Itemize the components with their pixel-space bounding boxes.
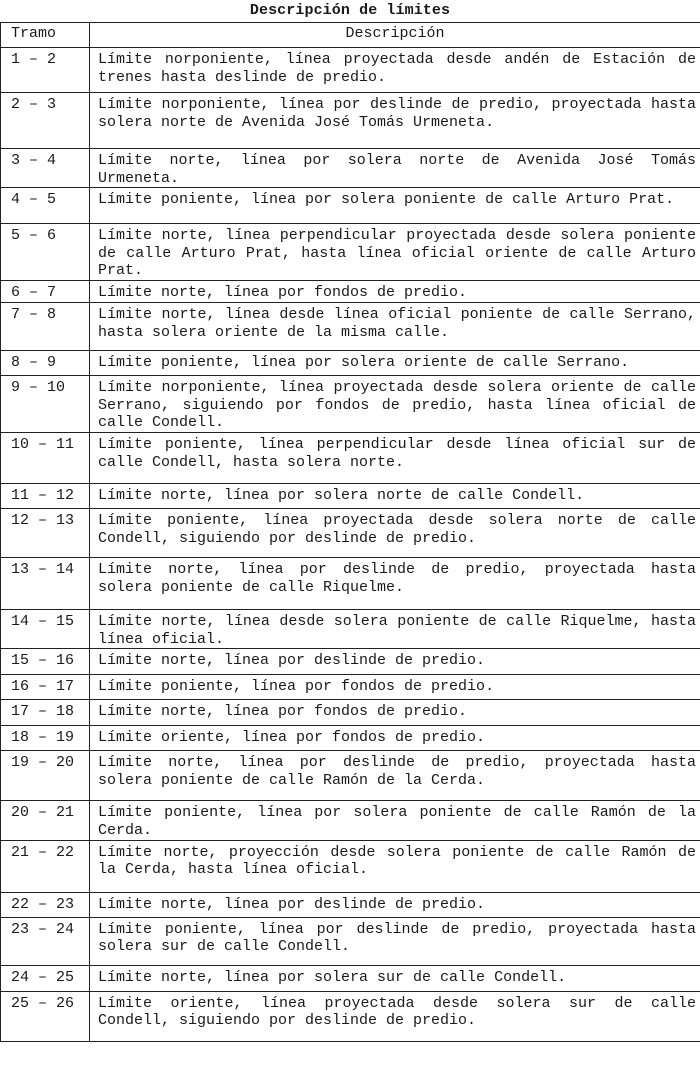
- table-row: [1, 675, 700, 700]
- table-row: [1, 649, 700, 675]
- table-row: [1, 840, 700, 892]
- table-row: [1, 700, 700, 726]
- tramo-cell: 24 – 25: [1, 965, 90, 991]
- descripcion-cell: Límite poniente, línea por fondos de predio.: [90, 675, 700, 700]
- descripcion-cell: Límite norte, línea por deslinde de predio.: [90, 649, 700, 675]
- tramo-cell: 5 – 6: [1, 224, 90, 281]
- tramo-cell: 2 – 3: [1, 93, 90, 149]
- tramo-cell: 19 – 20: [1, 751, 90, 801]
- table-row: [1, 558, 700, 610]
- tramo-cell: 6 – 7: [1, 281, 90, 303]
- tramo-cell: 12 – 13: [1, 509, 90, 558]
- table-row: [1, 188, 700, 224]
- descripcion-cell: Límite norte, línea por deslinde de predio, proyectada hasta solera poniente de calle Riquelme.: [90, 558, 700, 610]
- header-descripcion: Descripción: [90, 23, 700, 48]
- table-header-row: [1, 23, 700, 48]
- table-row: [1, 351, 700, 376]
- tramo-cell: 1 – 2: [1, 48, 90, 93]
- tramo-cell: 10 – 11: [1, 433, 90, 484]
- descripcion-cell: Límite oriente, línea por fondos de predio.: [90, 726, 700, 751]
- descripcion-cell: Límite norte, línea por solera sur de calle Condell.: [90, 965, 700, 991]
- table-row: [1, 751, 700, 801]
- tramo-cell: 9 – 10: [1, 376, 90, 433]
- document-title: Descripción de límites: [249, 2, 451, 19]
- descripcion-cell: Límite poniente, línea por solera oriente de calle Serrano.: [90, 351, 700, 376]
- descripcion-cell: Límite norte, línea por deslinde de predio, proyectada hasta solera poniente de calle Ramón de la Cerda.: [90, 751, 700, 801]
- descripcion-cell: Límite norte, línea desde línea oficial poniente de calle Serrano, hasta solera oriente de la misma calle.: [90, 303, 700, 351]
- table-row: [1, 801, 700, 840]
- tramo-cell: 13 – 14: [1, 558, 90, 610]
- tramo-cell: 3 – 4: [1, 149, 90, 188]
- table-row: [1, 892, 700, 917]
- tramo-cell: 18 – 19: [1, 726, 90, 751]
- table-row: [1, 281, 700, 303]
- tramo-cell: 14 – 15: [1, 610, 90, 649]
- descripcion-cell: Límite norte, línea desde solera poniente de calle Riquelme, hasta línea oficial.: [90, 610, 700, 649]
- descripcion-cell: Límite norponiente, línea proyectada desde solera oriente de calle Serrano, siguiendo por fondos de predio, hasta línea oficial de calle Condell.: [90, 376, 700, 433]
- table-row: [1, 93, 700, 149]
- table-row: [1, 224, 700, 281]
- descripcion-cell: Límite norte, proyección desde solera poniente de calle Ramón de la Cerda, hasta línea oficial.: [90, 840, 700, 892]
- tramo-cell: 20 – 21: [1, 801, 90, 840]
- tramo-cell: 23 – 24: [1, 917, 90, 965]
- tramo-cell: 11 – 12: [1, 484, 90, 509]
- table-row: [1, 149, 700, 188]
- table-row: [1, 48, 700, 93]
- table-row: [1, 484, 700, 509]
- descripcion-cell: Límite oriente, línea proyectada desde solera sur de calle Condell, siguiendo por deslinde de predio.: [90, 991, 700, 1041]
- table-row: [1, 433, 700, 484]
- descripcion-cell: Límite norte, línea por solera norte de Avenida José Tomás Urmeneta.: [90, 149, 700, 188]
- header-tramo: Tramo: [1, 23, 90, 48]
- descripcion-cell: Límite poniente, línea perpendicular desde línea oficial sur de calle Condell, hasta solera norte.: [90, 433, 700, 484]
- descripcion-cell: Límite norte, línea por fondos de predio.: [90, 700, 700, 726]
- table-row: [1, 509, 700, 558]
- table-row: [1, 303, 700, 351]
- tramo-cell: 7 – 8: [1, 303, 90, 351]
- descripcion-cell: Límite norponiente, línea proyectada desde andén de Estación de trenes hasta deslinde de predio.: [90, 48, 700, 93]
- table-row: [1, 917, 700, 965]
- limits-table: [0, 22, 700, 1042]
- table-row: [1, 610, 700, 649]
- descripcion-cell: Límite norponiente, línea por deslinde de predio, proyectada hasta solera norte de Avenida José Tomás Urmeneta.: [90, 93, 700, 149]
- descripcion-cell: Límite poniente, línea proyectada desde solera norte de calle Condell, siguiendo por deslinde de predio.: [90, 509, 700, 558]
- table-row: [1, 965, 700, 991]
- descripcion-cell: Límite norte, línea por solera norte de calle Condell.: [90, 484, 700, 509]
- tramo-cell: 15 – 16: [1, 649, 90, 675]
- descripcion-cell: Límite poniente, línea por solera poniente de calle Arturo Prat.: [90, 188, 700, 224]
- descripcion-cell: Límite poniente, línea por deslinde de predio, proyectada hasta solera sur de calle Condell.: [90, 917, 700, 965]
- tramo-cell: 8 – 9: [1, 351, 90, 376]
- tramo-cell: 16 – 17: [1, 675, 90, 700]
- tramo-cell: 17 – 18: [1, 700, 90, 726]
- descripcion-cell: Límite poniente, línea por solera poniente de calle Ramón de la Cerda.: [90, 801, 700, 840]
- tramo-cell: 25 – 26: [1, 991, 90, 1041]
- table-row: [1, 991, 700, 1041]
- descripcion-cell: Límite norte, línea por fondos de predio.: [90, 281, 700, 303]
- tramo-cell: 21 – 22: [1, 840, 90, 892]
- table-row: [1, 726, 700, 751]
- descripcion-cell: Límite norte, línea por deslinde de predio.: [90, 892, 700, 917]
- tramo-cell: 4 – 5: [1, 188, 90, 224]
- tramo-cell: 22 – 23: [1, 892, 90, 917]
- descripcion-cell: Límite norte, línea perpendicular proyectada desde solera poniente de calle Arturo Prat, hasta línea oficial oriente de calle Arturo Prat.: [90, 224, 700, 281]
- table-row: [1, 376, 700, 433]
